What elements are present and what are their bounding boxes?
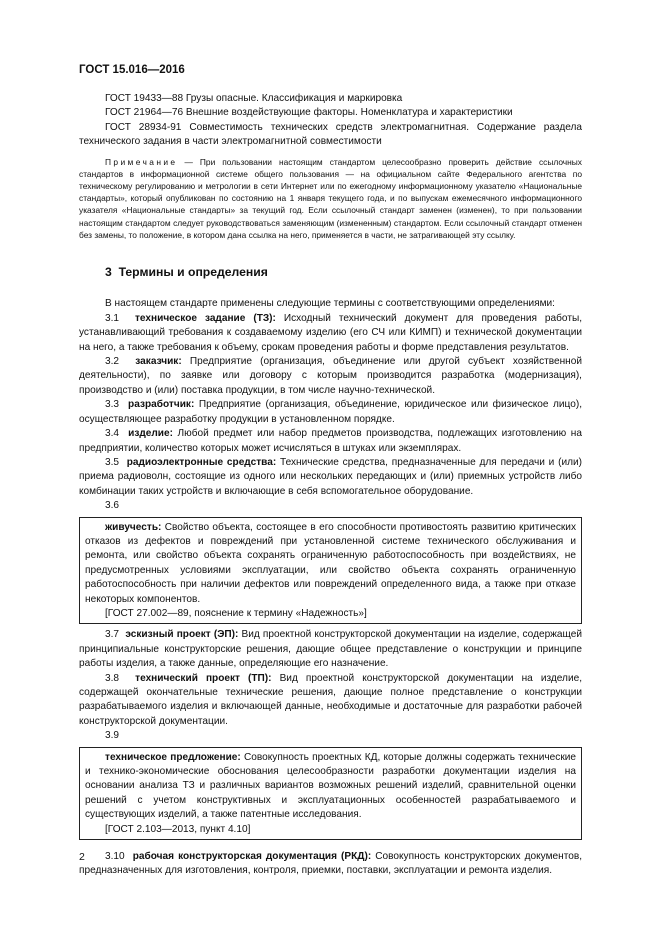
term-name: техническое задание (ТЗ): (134, 312, 276, 324)
term-number-3-9: 3.9 (105, 730, 120, 742)
section-number: 3 (105, 265, 112, 280)
term-name: технический проект (ТП): (135, 672, 272, 684)
term-3-1 (79, 312, 582, 355)
term-name: разработчик: (128, 399, 195, 411)
term-source: [ГОСТ 27.002—89, пояснение к термину «Надежность»] (105, 607, 367, 619)
term-name: техническое предложение: (105, 751, 241, 763)
term-3-3 (79, 398, 582, 427)
section-intro: В настоящем стандарте применены следующие термины с соответствующими определениями: (105, 298, 555, 310)
page-number: 2 (79, 851, 85, 863)
term-3-4 (79, 427, 582, 456)
note-text: — При пользовании настоящим стандартом целесообразно проверить действие ссылочных стандартов в информационной системе общего пользования — на официальном сайте Федерального агентства по техническому регулированию и метрологии в сети Интернет или по ежегодному информационному указателю «Национальные стандарты», который опубликован по состоянию на 1 января текущего года, и по выпускам ежемесячного информационного указателя «Национальные стандарты» за текущий год. Если ссылочный стандарт заменен (изменен), то при пользовании настоящим стандартом следует руководствоваться заменяющим (измененным) стандартом. Если ссылочный стандарт отменен без замены, то положение, в котором дана ссылка на него, применяется в части, не затрагивающей эту ссылку. (79, 156, 582, 240)
term-number: 3.2 (105, 356, 120, 368)
term-name: заказчик: (135, 356, 182, 368)
term-number: 3.8 (105, 672, 120, 684)
term-definition: Предприятие (организация, объединение или другой субъект хозяйственной деятельности), по заявке или договору с которым производится разработка (модернизация), производство и (или) поставка продукции, в том числе научно-технической. (79, 356, 583, 396)
section-title: Термины и определения (118, 265, 268, 280)
note-paragraph (79, 156, 582, 241)
boxed-term-definition (85, 521, 576, 607)
term-definition: Технические средства, предназначенные для передачи и (или) приема радиоволн, состоящие из одного или нескольких передающих и (или) приемных устройств либо комбинации таких устройств и включающие в себя вспомогательное оборудование. (79, 456, 583, 497)
term-definition: Любой предмет или набор предметов производства, подлежащих изготовлению на предприятии, количество которых может исчисляться в штуках или экземплярах. (79, 428, 582, 454)
reference-3: ГОСТ 28934-91 Совместимость технических средств электромагнитная. Содержание раздела технического задания в части электромагнитной совместимости (79, 121, 582, 148)
term-definition: Вид проектной конструкторской документации на изделие, содержащей принципиальные конструкторские решения, дающие общее представление о конструкции и принципе работы изделия, а также данные, определяющие его назначение. (79, 629, 582, 670)
term-3-8 (79, 672, 582, 730)
term-number: 3.10 (105, 851, 125, 863)
reference-1: ГОСТ 19433—88 Грузы опасные. Классификация и маркировка (105, 93, 403, 104)
term-3-7 (79, 628, 582, 671)
term-3-2 (79, 355, 582, 398)
term-number: 3.4 (105, 428, 120, 440)
term-name: живучесть: (105, 521, 162, 533)
term-name: радиоэлектронные средства: (126, 456, 277, 468)
reference-2: ГОСТ 21964—76 Внешние воздействующие факторы. Номенклатура и характеристики (105, 107, 513, 119)
term-name: эскизный проект (ЭП): (125, 629, 239, 641)
term-number-3-6: 3.6 (105, 500, 120, 512)
document-body (79, 92, 582, 879)
term-definition: Совокупность конструкторских документов, предназначенных для изготовления, контроля, приемки, поставки, эксплуатации и ремонта изделия. (79, 851, 582, 877)
term-definition: Предприятие (организация, объединение, юридическое или физическое лицо), осуществляющее разработку продукции в установленном порядке. (79, 399, 582, 425)
term-3-5 (79, 456, 582, 499)
term-number: 3.5 (105, 456, 120, 468)
boxed-term-3-9 (79, 747, 582, 840)
term-definition: Вид проектной конструкторской документации на изделие, содержащей окончательные технические решения, дающие полное представление о конструкции разрабатываемого изделия и включающей данные, необходимые и достаточные для разработки рабочей конструкторской документации. (79, 672, 582, 727)
section-heading (79, 265, 582, 279)
term-definition: Исходный технический документ для проведения работы, устанавливающий требования к создаваемому изделию (его СЧ или КИМП) и технической документации на него, а также требования к объему, срокам проведения работы и форме представления результатов. (79, 312, 583, 353)
term-3-10 (79, 850, 582, 879)
term-number: 3.7 (105, 629, 120, 641)
boxed-term-definition (85, 751, 576, 823)
page-header-title: ГОСТ 15.016—2016 (79, 64, 185, 76)
boxed-term-3-6 (79, 517, 582, 625)
term-number: 3.1 (105, 312, 120, 324)
term-definition: Свойство объекта, состоящее в его способности противостоять развитию критических отказов из дефектов и повреждений при установленной системе технического обслуживания и ремонта, или свойство объекта сохранять ограниченную работоспособность при воздействиях, не предусмотренных условиями эксплуатации, или свойство объекта сохранять ограниченную работоспособность при наличии дефектов или повреждений определенного вида, а также при отказе некоторых компонентов. (85, 521, 576, 605)
term-definition: Совокупность проектных КД, которые должны содержать технические и технико-экономические обоснования целесообразности разработки документации изделия на основании анализа ТЗ и различных вариантов возможных решений изделий, сравнительной оценки решений с учетом конструктивных и эксплуатационных особенностей разрабатываемого и существующих изделий, а также патентные исследования. (85, 751, 576, 821)
term-source: [ГОСТ 2.103—2013, пункт 4.10] (105, 823, 251, 835)
term-number: 3.3 (105, 399, 120, 411)
term-name: изделие: (128, 428, 173, 440)
term-name: рабочая конструкторская документация (РКД): (132, 851, 372, 863)
note-label: Примечание (105, 156, 178, 167)
